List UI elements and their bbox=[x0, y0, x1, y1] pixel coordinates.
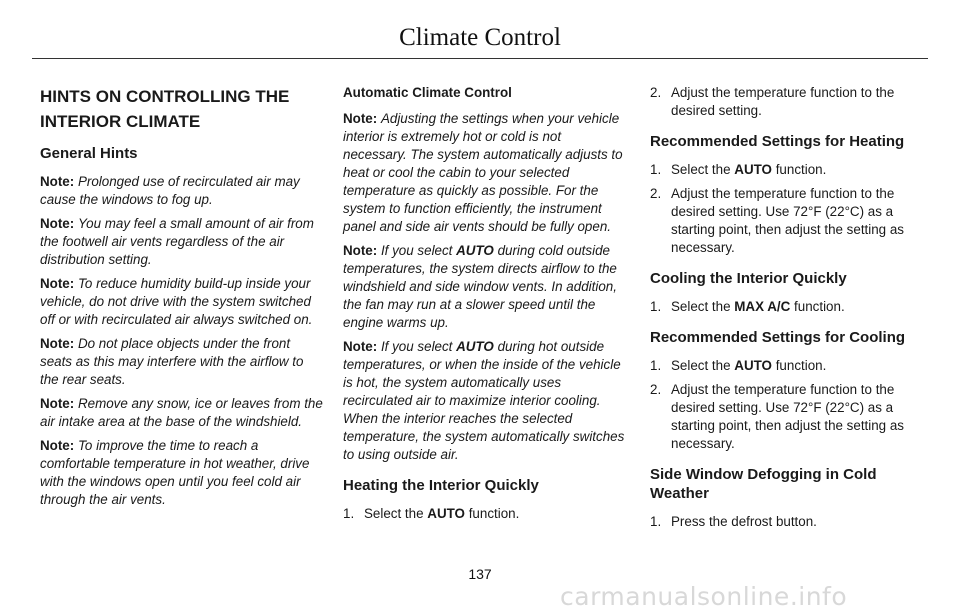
step-text-pre: Select the bbox=[671, 358, 735, 373]
step-text-pre: Select the bbox=[364, 506, 428, 521]
note-paragraph bbox=[40, 395, 324, 431]
note-text: To improve the time to reach a comfortable temperature in hot weather, drive with the windows open until you feel cold air through the air vents. bbox=[40, 438, 310, 507]
step-number: 1. bbox=[650, 299, 662, 314]
note-text-pre: If you select bbox=[380, 243, 457, 258]
note-paragraph bbox=[343, 242, 627, 332]
step-number: 1. bbox=[650, 514, 662, 529]
step-text-pre: Select the bbox=[671, 162, 735, 177]
defogging-heading-line1: Side Window Defogging in Cold bbox=[650, 466, 877, 483]
step-text-post: function. bbox=[771, 162, 827, 177]
note-paragraph bbox=[40, 173, 324, 209]
note-label: Note: bbox=[343, 243, 378, 258]
defogging-heading-line2: Weather bbox=[650, 485, 709, 502]
note-paragraph bbox=[40, 215, 324, 269]
note-label: Note: bbox=[40, 216, 75, 231]
automatic-climate-heading: Automatic Climate Control bbox=[343, 85, 512, 100]
step-keyword: AUTO bbox=[734, 358, 772, 373]
header-divider bbox=[32, 58, 928, 59]
defogging-heading bbox=[650, 465, 932, 503]
step-keyword: AUTO bbox=[734, 162, 772, 177]
note-paragraph bbox=[40, 275, 324, 329]
note-label: Note: bbox=[40, 336, 75, 351]
step-number: 1. bbox=[650, 162, 662, 177]
step-number: 2. bbox=[650, 382, 662, 397]
note-paragraph bbox=[343, 110, 627, 236]
note-text-post: during cold outside temperatures, the system directs airflow to the windshield and side window vents. In addition, the fan may run at a slower speed until the engine warms up. bbox=[343, 243, 617, 330]
rec-heating-heading: Recommended Settings for Heating bbox=[650, 133, 905, 150]
step-text-post: function. bbox=[464, 506, 520, 521]
note-text: Adjusting the settings when your vehicle interior is extremely hot or cold is not necessary. The system automatically adjusts to heat or cool the cabin to your selected temperature as quickly as possible. For the system to function efficiently, the instrument panel and side air vents should be fully open. bbox=[343, 111, 623, 234]
note-text: Prolonged use of recirculated air may cause the windows to fog up. bbox=[40, 174, 300, 207]
list-item bbox=[343, 505, 627, 523]
step-text: Press the defrost button. bbox=[671, 514, 817, 529]
step-number: 2. bbox=[650, 85, 662, 100]
note-text: You may feel a small amount of air from the footwell air vents regardless of the air distribution setting. bbox=[40, 216, 314, 267]
step-keyword: AUTO bbox=[427, 506, 465, 521]
note-keyword: AUTO bbox=[456, 339, 494, 354]
list-item bbox=[650, 298, 932, 316]
list-item bbox=[650, 185, 932, 257]
rec-cooling-heading: Recommended Settings for Cooling bbox=[650, 329, 906, 346]
list-item bbox=[650, 381, 932, 453]
note-paragraph bbox=[40, 437, 324, 509]
note-label: Note: bbox=[40, 438, 75, 453]
note-label: Note: bbox=[40, 276, 75, 291]
note-text-pre: If you select bbox=[380, 339, 457, 354]
note-text: Do not place objects under the front seats as this may interfere with the airflow to the rear seats. bbox=[40, 336, 304, 387]
step-text: Adjust the temperature function to the desired setting. Use 72°F (22°C) as a starting point, then adjust the setting as necessary. bbox=[671, 186, 904, 255]
heating-quickly-heading: Heating the Interior Quickly bbox=[343, 477, 539, 494]
watermark-text: carmanualsonline.info bbox=[560, 582, 848, 610]
page-number: 137 bbox=[468, 566, 492, 582]
step-number: 1. bbox=[343, 506, 355, 521]
note-label: Note: bbox=[40, 174, 75, 189]
list-item bbox=[650, 513, 932, 531]
section-heading bbox=[40, 84, 324, 134]
list-item bbox=[650, 161, 932, 179]
page-header-title: Climate Control bbox=[399, 24, 561, 51]
step-number: 1. bbox=[650, 358, 662, 373]
step-keyword: MAX A/C bbox=[734, 299, 791, 314]
note-label: Note: bbox=[40, 396, 75, 411]
note-label: Note: bbox=[343, 111, 378, 126]
note-label: Note: bbox=[343, 339, 378, 354]
note-text-post: during hot outside temperatures, or when the inside of the vehicle is hot, the system automatically uses recirculated air to maximize interior cooling. When the interior reaches the selected temperature, the system automatically switches to using outside air. bbox=[343, 339, 625, 462]
note-keyword: AUTO bbox=[456, 243, 494, 258]
note-paragraph bbox=[343, 338, 627, 464]
list-item bbox=[650, 84, 932, 120]
step-text: Adjust the temperature function to the desired setting. bbox=[671, 85, 895, 118]
note-paragraph bbox=[40, 335, 324, 389]
step-text: Adjust the temperature function to the desired setting. Use 72°F (22°C) as a starting point, then adjust the setting as necessary. bbox=[671, 382, 904, 451]
cooling-quickly-heading: Cooling the Interior Quickly bbox=[650, 270, 847, 287]
step-number: 2. bbox=[650, 186, 662, 201]
section-heading-line2: INTERIOR CLIMATE bbox=[40, 112, 201, 131]
step-text-pre: Select the bbox=[671, 299, 735, 314]
list-item bbox=[650, 357, 932, 375]
column-right bbox=[650, 84, 932, 537]
general-hints-heading: General Hints bbox=[40, 145, 138, 162]
note-text: To reduce humidity build-up inside your vehicle, do not drive with the system switched off or with recirculated air always switched on. bbox=[40, 276, 313, 327]
note-text: Remove any snow, ice or leaves from the air intake area at the base of the windshield. bbox=[40, 396, 323, 429]
section-heading-line1: HINTS ON CONTROLLING THE bbox=[40, 87, 290, 106]
column-middle bbox=[343, 84, 627, 529]
step-text-post: function. bbox=[771, 358, 827, 373]
step-text-post: function. bbox=[790, 299, 845, 314]
column-left bbox=[40, 84, 324, 515]
